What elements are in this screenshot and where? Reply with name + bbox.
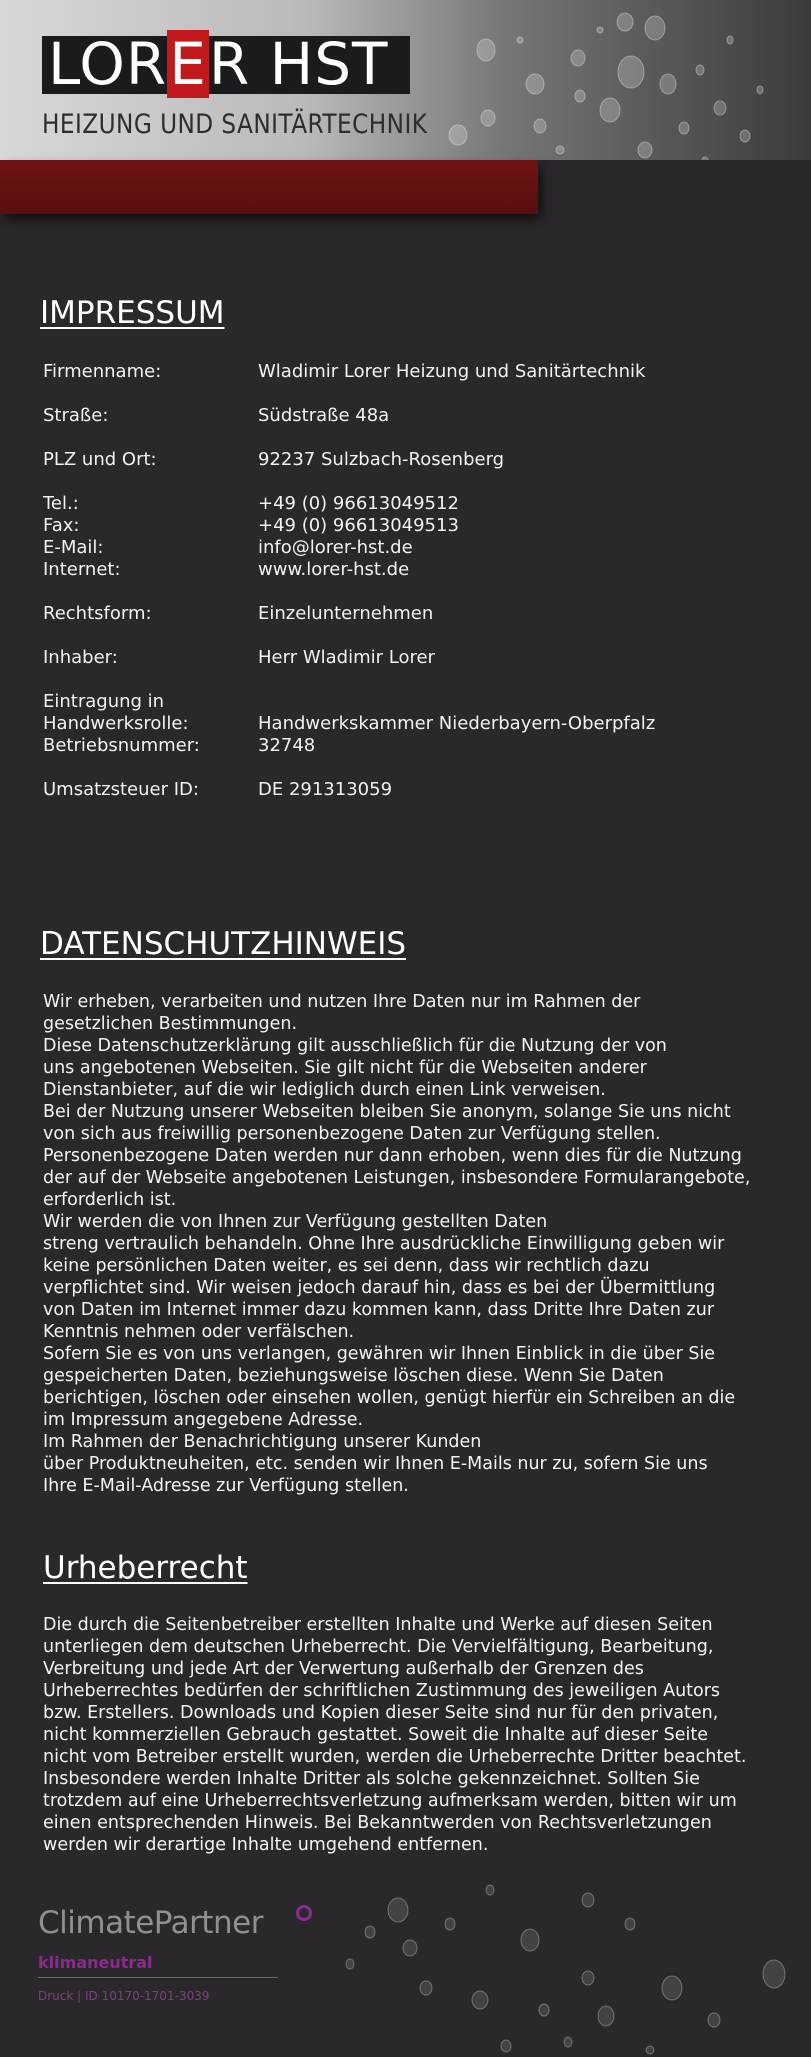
urheberrecht-text: Die durch die Seitenbetreiber erstellten Inhalte und Werke auf diesen Seiten unterliegen dem deutschen Urheberrecht. Die Vervielfältigung, Bearbeitung, Verbreitung und jede Art der Verwertung außerhalb der Grenzen des Urheberrechtes bedürfen der schriftlichen Zustimmung des jeweiligen Autors bzw. Erstellers. Downloads und Kopien dieser Seite sind nur für den privaten, nicht kommerziellen Gebrauch gestattet. Soweit die Inhalte auf dieser Seite nicht vom Betreiber erstellt wurden, werden die Urheberrechte Dritter beachtet. Insbesondere werden Inhalte Dritter als solche gekennzeichnet. Sollten Sie trotzdem auf eine Urheberrechtsverletzung aufmerksam werden, bitten wir um einen entsprechenden Hinweis. Bei Bekanntwerden von Rechtsverletzungen werden wir derartige Inhalte umgehend entfernen. [43, 1615, 747, 1855]
row-label: Firmenname: [43, 361, 162, 382]
row-label: Handwerksrolle: [43, 713, 189, 734]
logo-subtitle: HEIZUNG UND SANITÄRTECHNIK [42, 109, 428, 140]
footer-divider [38, 1977, 278, 1978]
datenschutz-text: Wir erheben, verarbeiten und nutzen Ihre Daten nur im Rahmen der gesetzlichen Bestimmungen. Diese Datenschutzerklärung gilt ausschließlich für die Nutzung der von uns angebotenen Webseiten. Sie gilt nicht für die Webseiten anderer Dienstanbieter, auf die wir lediglich durch einen Link verweisen. Bei der Nutzung unserer Webseiten bleiben Sie anonym, solange Sie uns nicht von sich aus freiwillig personenbezogene Daten zur Verfügung stellen. Personenbezogene Daten werden nur dann erhoben, wenn dies für die Nutzung der auf der Webseite angebotenen Leistungen, insbesondere Formularangebote, erforderlich ist. Wir werden die von Ihnen zur Verfügung gestellten Daten streng vertraulich behandeln. Ohne Ihre ausdrückliche Einwilligung geben wir keine persönlichen Daten weiter, es sei denn, dass wir rechtlich dazu verpflichtet sind. Wir weisen jedoch darauf hin, dass es bei der Übermittlung von Daten im Internet immer dazu kommen kann, dass Dritte Ihre Daten zur Kenntnis nehmen oder verfälschen. Sofern Sie es von uns verlangen, gewähren wir Ihnen Einblick in die über Sie gespeicherten Daten, beziehungsweise löschen diese. Wenn Sie Daten berichtigen, löschen oder einsehen wollen, genügt hierfür ein Schreiben an die im Impressum angegebene Adresse. Im Rahmen der Benachrichtigung unserer Kunden über Produktneuheiten, etc. senden wir Ihnen E-Mails nur zu, sofern Sie uns Ihre E-Mail-Adresse zur Verfügung stellen. [43, 992, 751, 1496]
row-value: Südstraße 48a [258, 405, 390, 426]
row-value: Handwerkskammer Niederbayern-Oberpfalz [258, 713, 656, 734]
logo-accent-letter: E [169, 30, 207, 98]
row-value: Einzelunternehmen [258, 603, 434, 624]
row-label: Internet: [43, 559, 121, 580]
row-value: 32748 [258, 735, 316, 756]
water-drops-decoration-bottom [330, 1860, 810, 2057]
row-label: Eintragung in [43, 691, 165, 712]
row-value: DE 291313059 [258, 779, 393, 800]
row-label: Inhaber: [43, 647, 118, 668]
impressum-title: IMPRESSUM [40, 295, 225, 331]
red-accent-bar [0, 160, 538, 214]
logo-text: LORER HST [48, 30, 389, 98]
climatepartner-brand: ClimatePartner [38, 1905, 263, 1941]
row-label: Straße: [43, 405, 109, 426]
row-label: Rechtsform: [43, 603, 152, 624]
row-label: Fax: [43, 515, 80, 536]
urheberrecht-title: Urheberrecht [43, 1550, 248, 1586]
website-link[interactable]: www.lorer-hst.de [258, 559, 410, 580]
datenschutz-title: DATENSCHUTZHINWEIS [40, 926, 407, 962]
row-value: +49 (0) 96613049512 [258, 493, 459, 514]
row-value: Wladimir Lorer Heizung und Sanitärtechnik [258, 361, 646, 382]
row-value: Herr Wladimir Lorer [258, 647, 435, 668]
klimaneutral-label: klimaneutral [38, 1953, 153, 1972]
print-id: Druck | ID 10170-1701-3039 [38, 1989, 210, 2003]
row-label: Betriebsnummer: [43, 735, 200, 756]
company-logo [48, 30, 388, 98]
row-value: 92237 Sulzbach-Rosenberg [258, 449, 505, 470]
climatepartner-logo [38, 1905, 263, 2003]
row-label: E-Mail: [43, 537, 104, 558]
email-link[interactable]: info@lorer-hst.de [258, 537, 413, 558]
row-label: PLZ und Ort: [43, 449, 157, 470]
climatepartner-dot-icon [296, 1905, 312, 1921]
row-value: +49 (0) 96613049513 [258, 515, 459, 536]
row-label: Tel.: [43, 493, 79, 514]
row-label: Umsatzsteuer ID: [43, 779, 199, 800]
